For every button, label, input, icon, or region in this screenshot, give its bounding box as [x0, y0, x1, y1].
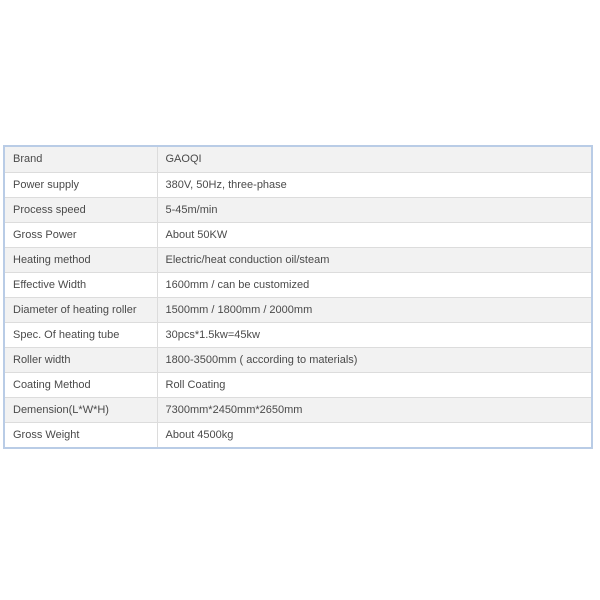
spec-label: Diameter of heating roller: [5, 297, 157, 322]
table-row: [5, 372, 591, 397]
spec-value: 7300mm*2450mm*2650mm: [157, 397, 591, 422]
table-row: [5, 347, 591, 372]
spec-value: GAOQI: [157, 147, 591, 172]
table-row: [5, 297, 591, 322]
spec-value: About 4500kg: [165, 428, 234, 441]
spec-label: Spec. Of heating tube: [5, 322, 157, 347]
spec-value: About 50KW: [157, 222, 591, 247]
table-row: [5, 397, 591, 422]
spec-table-container: [3, 145, 593, 449]
spec-value: 30pcs*1.5kw=45kw: [157, 322, 591, 347]
spec-value: 5-45m/min: [157, 197, 591, 222]
spec-table: [5, 147, 591, 447]
spec-label: Brand: [5, 147, 157, 172]
spec-value: Electric/heat conduction oil/steam: [157, 247, 591, 272]
table-row: [5, 422, 591, 447]
spec-label: Coating Method: [5, 372, 157, 397]
spec-label: Process speed: [5, 197, 157, 222]
spec-label: Effective Width: [5, 272, 157, 297]
spec-value: 1600mm / can be customized: [157, 272, 591, 297]
table-row: [5, 247, 591, 272]
table-row: [5, 272, 591, 297]
spec-label: Heating method: [5, 247, 157, 272]
table-row: [5, 147, 591, 172]
table-row: [5, 322, 591, 347]
spec-value: 380V, 50Hz, three-phase: [157, 172, 591, 197]
spec-label: Gross Weight: [5, 422, 157, 447]
spec-label: Power supply: [5, 172, 157, 197]
spec-value: 1500mm / 1800mm / 2000mm: [157, 297, 591, 322]
table-row: [5, 197, 591, 222]
spec-value: 1800-3500mm ( according to materials): [157, 347, 591, 372]
spec-label: Demension(L*W*H): [5, 397, 157, 422]
table-row: [5, 222, 591, 247]
spec-label: Gross Power: [5, 222, 157, 247]
spec-value: Roll Coating: [157, 372, 591, 397]
spec-label: Roller width: [5, 347, 157, 372]
table-row: [5, 172, 591, 197]
